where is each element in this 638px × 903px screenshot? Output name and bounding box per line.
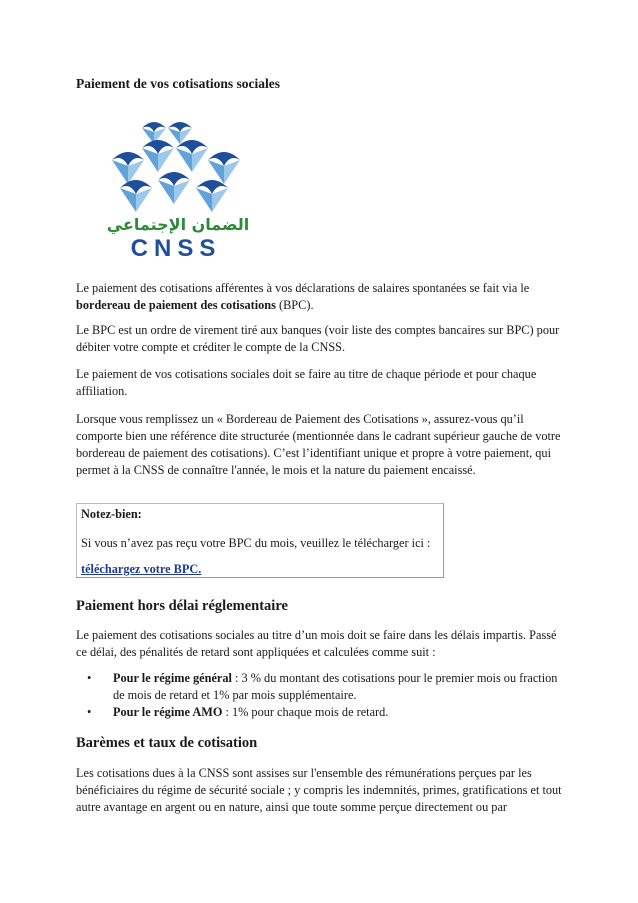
- paragraph-rates: Les cotisations dues à la CNSS sont assises sur l'ensemble des rémunérations perçues par les bénéficiaires du régime de sécurité sociale ; y compris les indemnités, primes, gratifications et tout autre avantage en argent ou en nature, ainsi que toute somme perçue directement ou par: [76, 766, 562, 814]
- paragraph-text: Le paiement des cotisations afférentes à vos déclarations de salaires spontanées se fait via le: [76, 281, 530, 295]
- page-title: Paiement de vos cotisations sociales: [76, 76, 280, 91]
- list-item: [76, 670, 564, 704]
- logo-arabic-text: الضمان الإجتماعي: [106, 215, 250, 234]
- note-box: [76, 503, 444, 578]
- note-title: Notez-bien:: [81, 507, 142, 521]
- note-text: Si vous n’avez pas reçu votre BPC du mois, veuillez le télécharger ici :: [81, 536, 431, 550]
- paragraph-reference: Lorsque vous remplissez un « Bordereau de Paiement des Cotisations », assurez-vous qu’il comporte bien une référence dite structurée (mentionnée dans le cadrant supérieur gauche de votre bordereau de paiement des cotisations). C’est l’identifiant unique et propre à votre paiement, qui permet à la CNSS de connaître l'année, le mois et la nature du paiement encaissé.: [76, 412, 561, 477]
- list-item-text: : 1% pour chaque mois de retard.: [222, 705, 389, 719]
- list-item-text: : 3 % du montant des cotisations pour le premier mois ou fraction de mois de retard et 1% par mois supplémentaire.: [113, 671, 558, 702]
- bullet-icon: •: [87, 671, 92, 685]
- list-item: [76, 704, 564, 721]
- paragraph-text: (BPC).: [275, 298, 314, 312]
- logo-acronym: CNSS: [130, 235, 222, 262]
- section-heading-late-payment: Paiement hors délai réglementaire: [76, 598, 288, 614]
- paragraph-bpc: [76, 280, 564, 314]
- bullet-icon: •: [87, 705, 92, 719]
- download-bpc-link[interactable]: téléchargez votre BPC.: [81, 562, 202, 576]
- list-item-bold: Pour le régime général: [113, 671, 232, 685]
- paragraph-bold: bordereau de paiement des cotisations: [76, 298, 276, 312]
- section-heading-rates: Barèmes et taux de cotisation: [76, 735, 258, 751]
- paragraph-periode: Le paiement de vos cotisations sociales doit se faire au titre de chaque période et pour chaque affiliation.: [76, 367, 537, 398]
- paragraph-virement: Le BPC est un ordre de virement tiré aux banques (voir liste des comptes bancaires sur BPC) pour débiter votre compte et créditer le compte de la CNSS.: [76, 323, 560, 354]
- list-item-bold: Pour le régime AMO: [113, 705, 223, 719]
- paragraph-late-payment: Le paiement des cotisations sociales au titre d’un mois doit se faire dans les délais impartis. Passé ce délai, des pénalités de retard sont appliquées et calculées comme suit :: [76, 628, 557, 659]
- cnss-logo: [80, 118, 290, 266]
- penalty-list: [76, 670, 564, 721]
